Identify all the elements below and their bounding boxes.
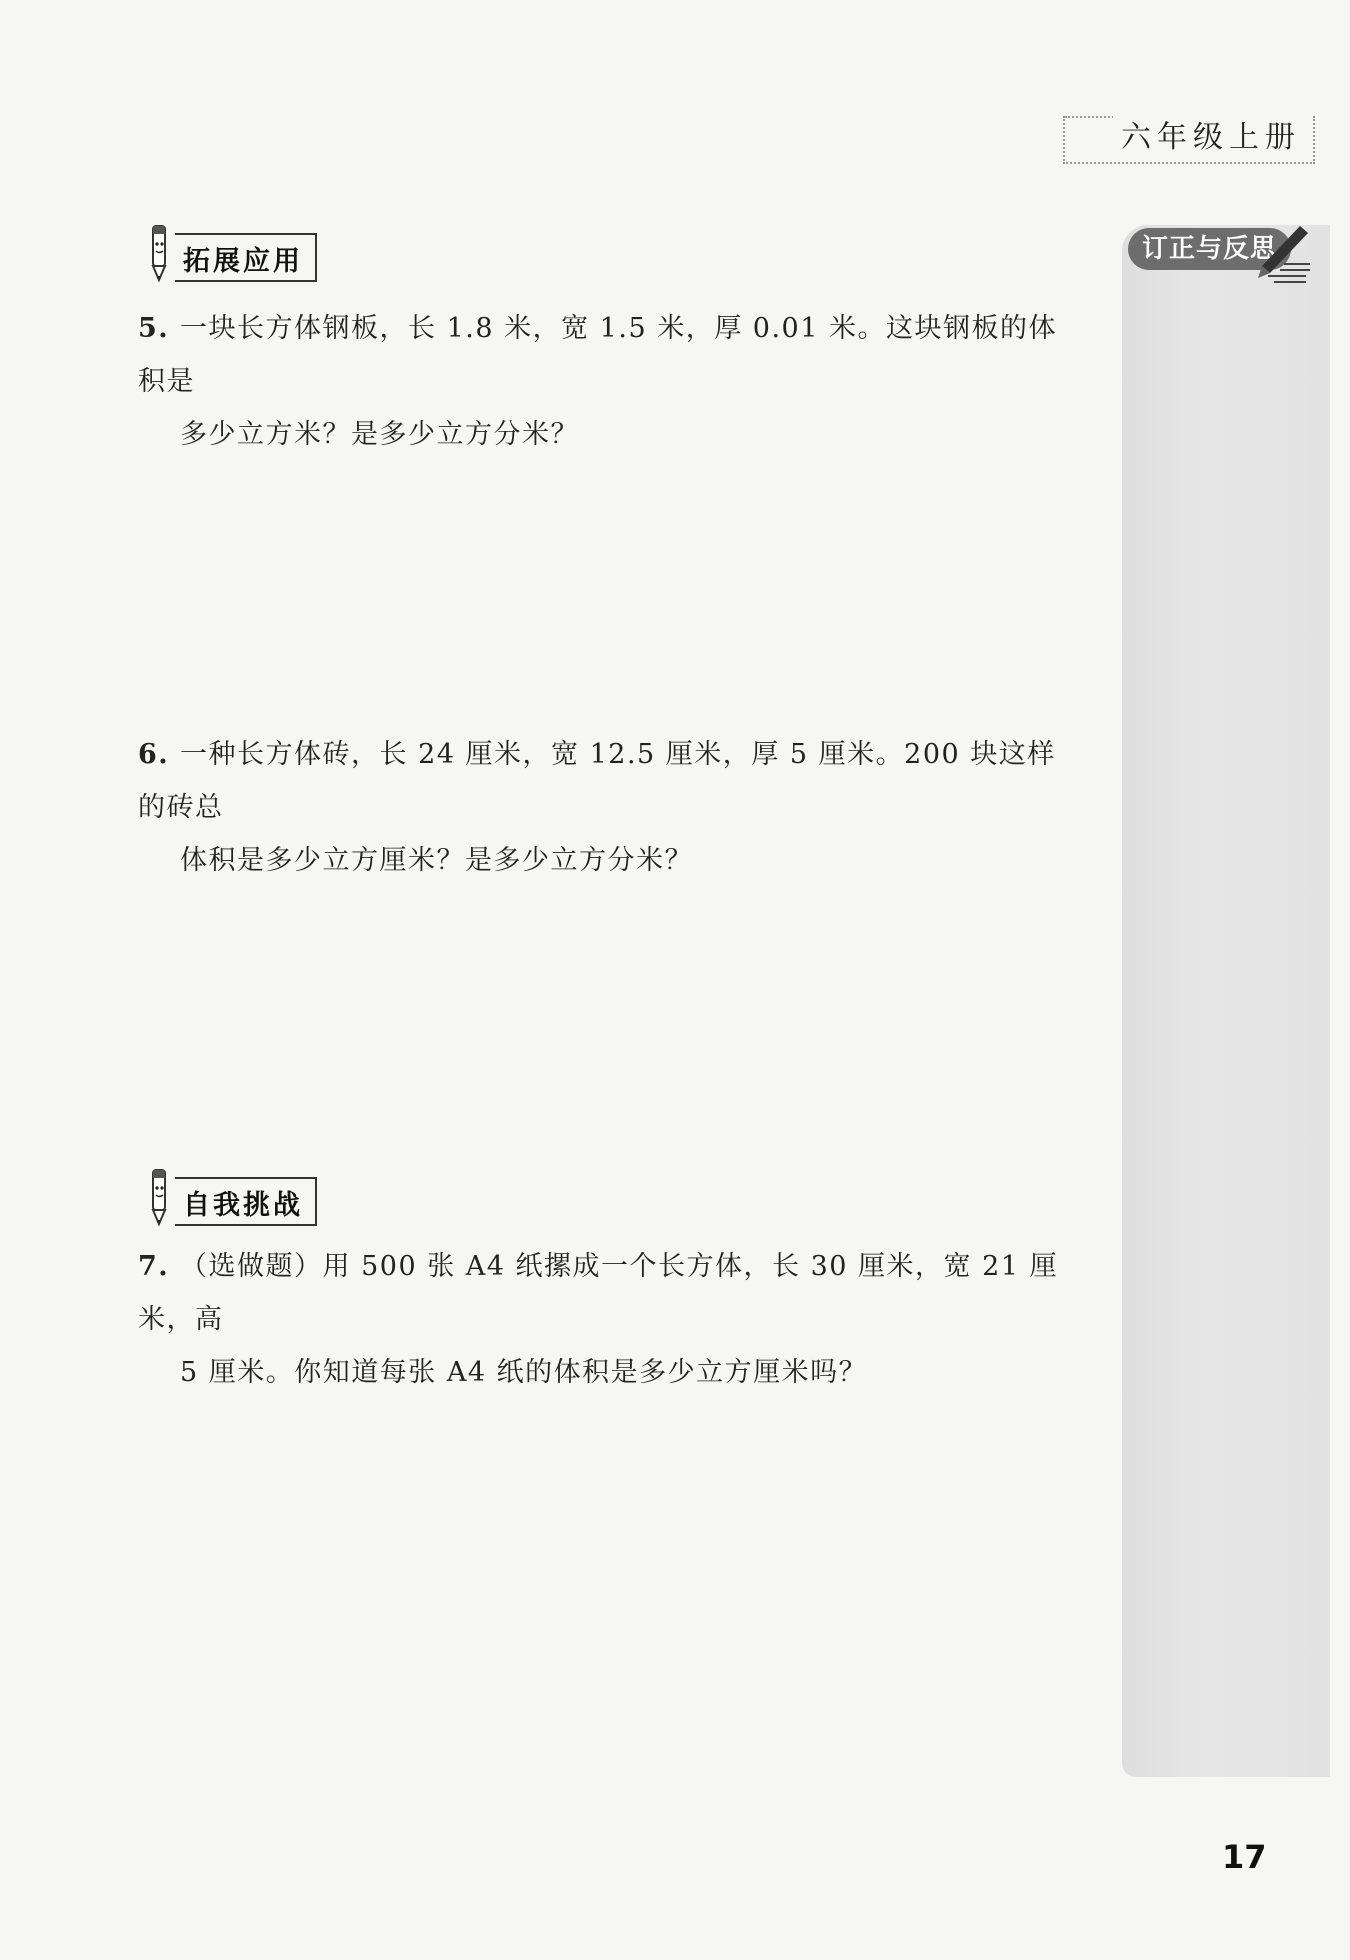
question-text-line1: 一种长方体砖，长 24 厘米，宽 12.5 厘米，厚 5 厘米。200 块这样的砖总: [138, 739, 1056, 823]
question-text-line1: （选做题）用 500 张 A4 纸摞成一个长方体，长 30 厘米，宽 21 厘米，高: [138, 1251, 1059, 1335]
question-7: [138, 1240, 1078, 1399]
question-number: 7.: [138, 1251, 170, 1282]
question-text-line2: 体积是多少立方厘米？是多少立方分米？: [180, 845, 693, 876]
pencil-mascot-icon: [143, 224, 173, 284]
section-label-extension: 拓展应用: [175, 233, 317, 282]
question-number: 6.: [138, 739, 170, 770]
question-number: 5.: [138, 313, 170, 344]
question-text-line1: 一块长方体钢板，长 1.8 米，宽 1.5 米，厚 0.01 米。这块钢板的体积是: [138, 313, 1057, 397]
grade-header: [1063, 116, 1315, 164]
page-number: 17: [1222, 1838, 1267, 1876]
question-text-line2: 多少立方米？是多少立方分米？: [180, 419, 579, 450]
question-5: [138, 302, 1078, 461]
grade-label: 六年级上册: [1113, 112, 1301, 156]
question-text-line2: 5 厘米。你知道每张 A4 纸的体积是多少立方厘米吗？: [180, 1357, 868, 1388]
pencil-mascot-icon: [143, 1168, 173, 1228]
pen-icon: [1248, 220, 1318, 290]
sidebar-title: 订正与反思: [1128, 228, 1291, 270]
section-extension: [143, 224, 317, 284]
section-challenge: [143, 1168, 317, 1228]
section-label-challenge: 自我挑战: [175, 1177, 317, 1226]
question-6: [138, 728, 1078, 887]
correction-sidebar: [1122, 225, 1330, 1777]
